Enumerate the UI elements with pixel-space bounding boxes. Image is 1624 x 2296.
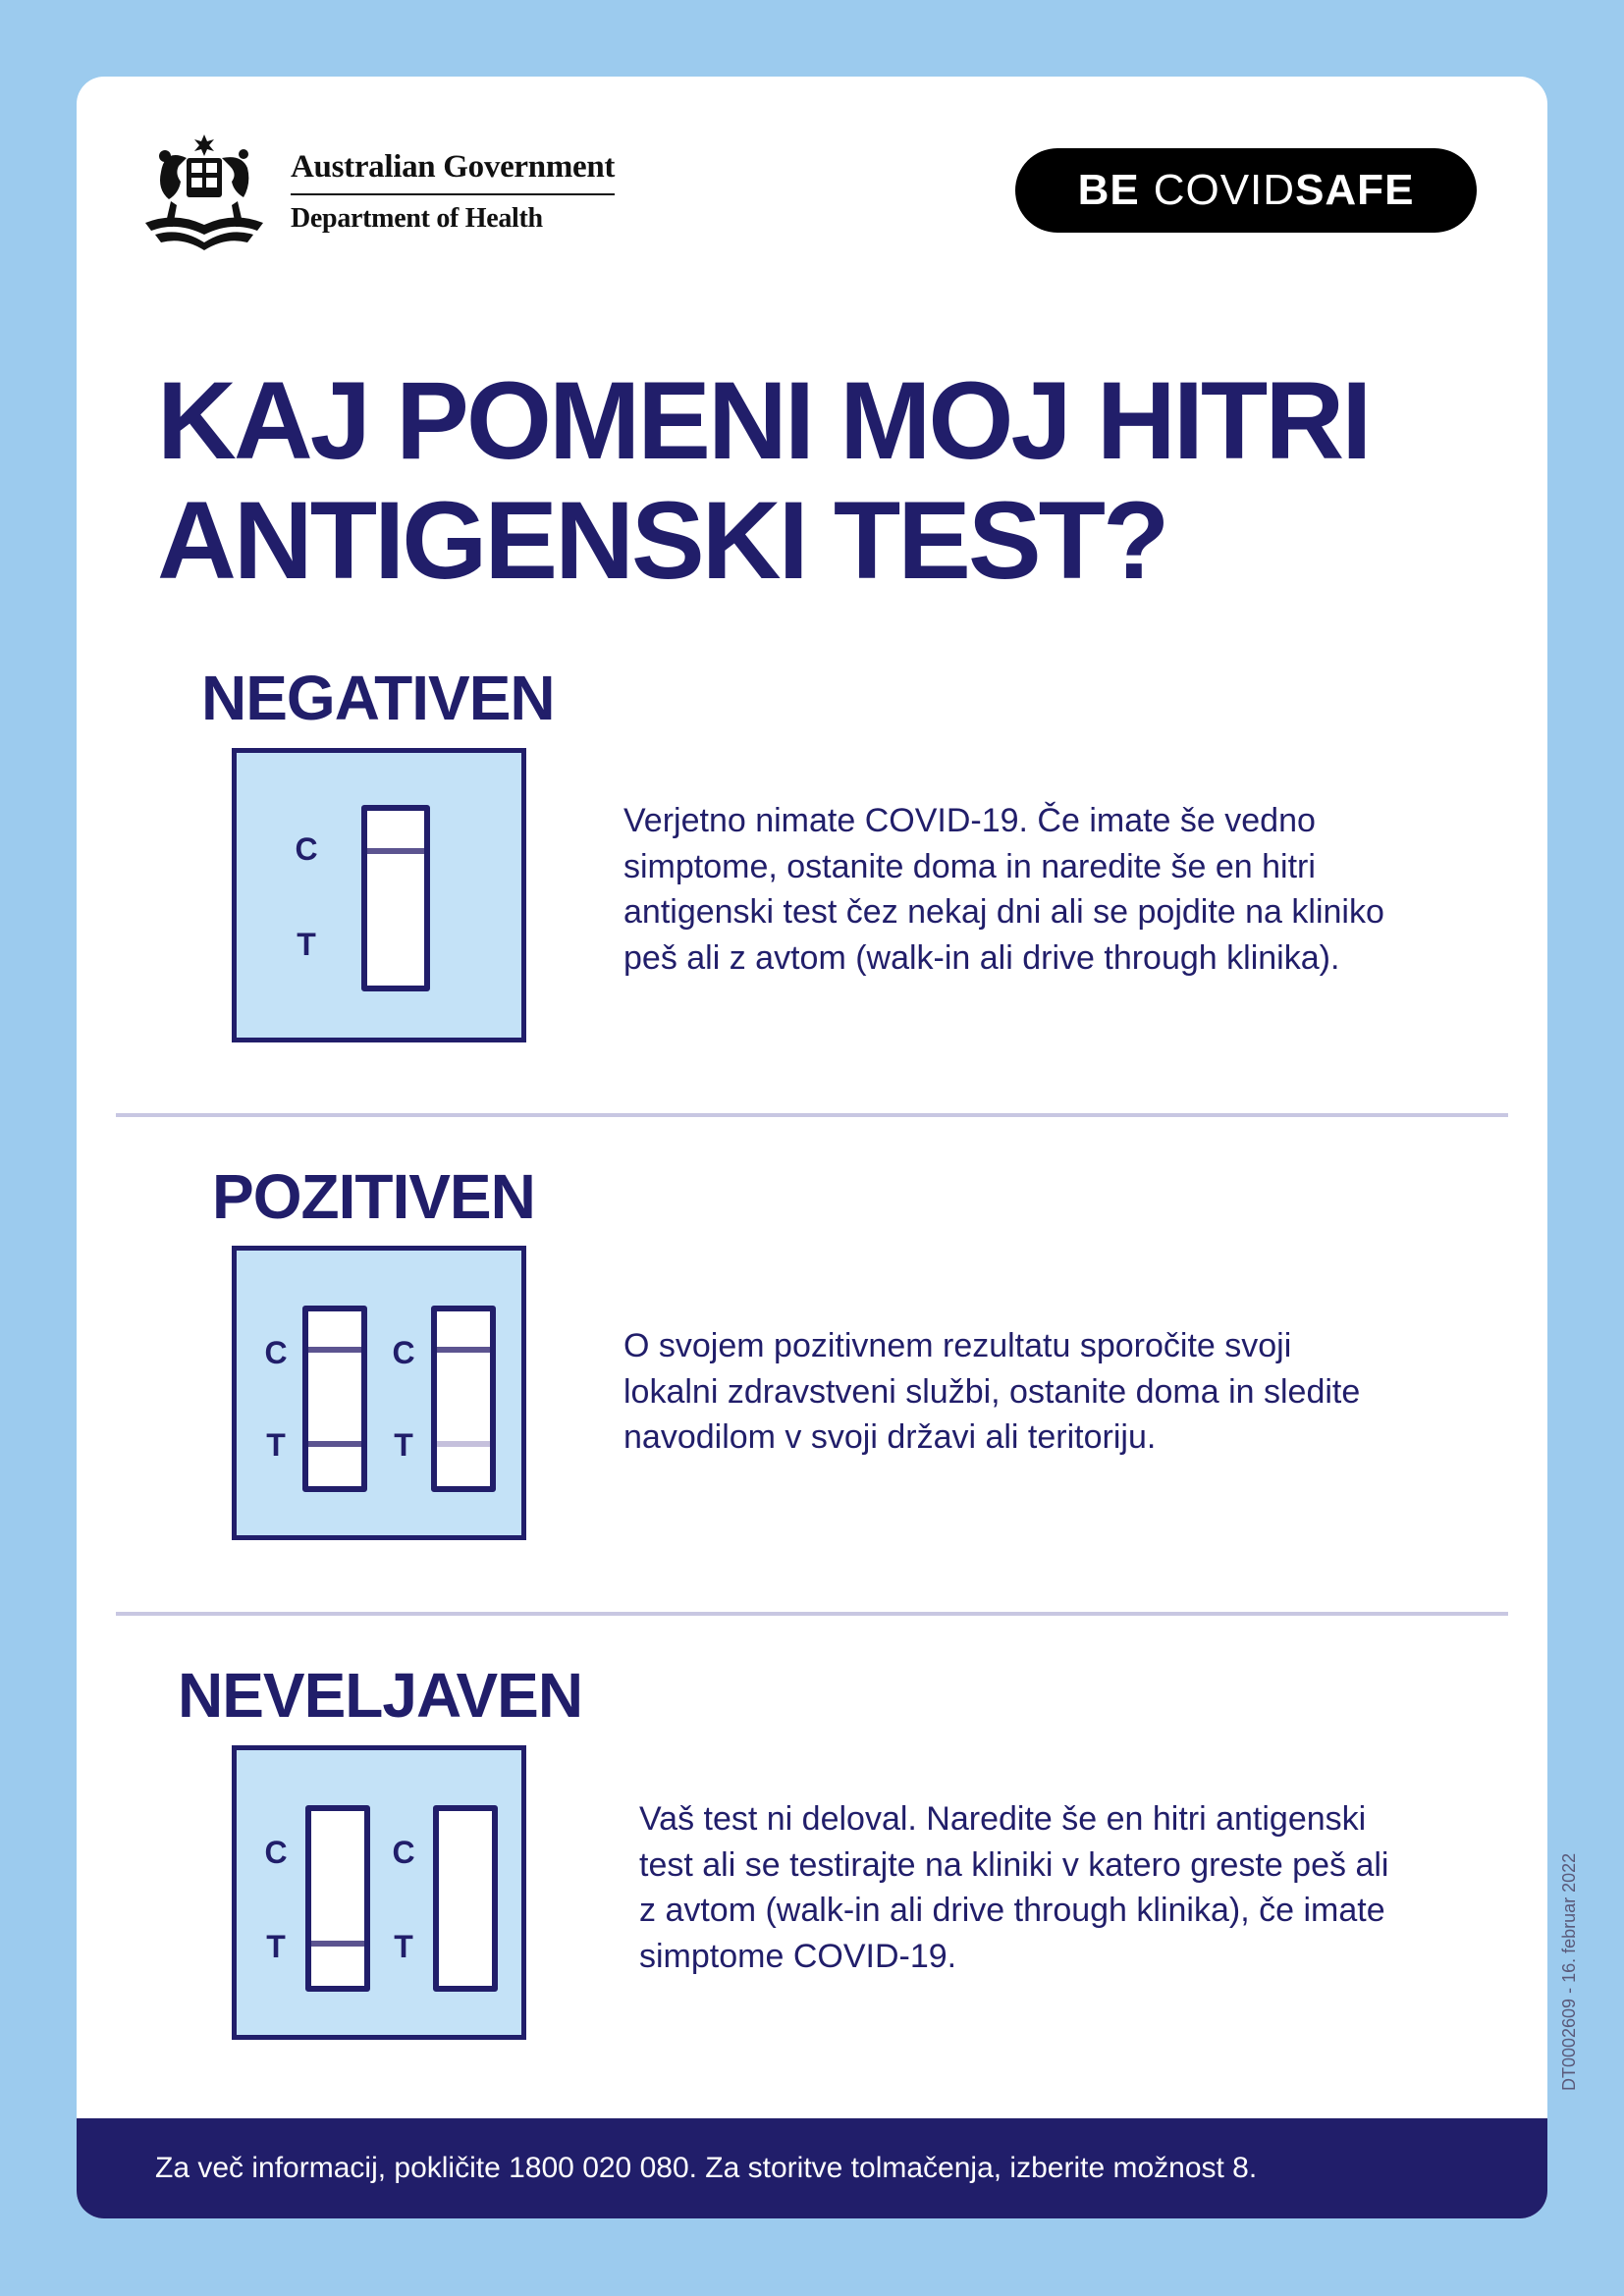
badge-part-covid: COVID	[1153, 166, 1296, 214]
government-name: Australian Government	[291, 149, 615, 195]
department-name: Department of Health	[291, 202, 543, 234]
poster-card	[77, 77, 1547, 2218]
test-line	[311, 1941, 364, 1947]
control-label: C	[392, 1335, 415, 1370]
invalid-description: Vaš test ni deloval. Naredite še en hitri antigenski test ali se testirajte na kliniki v katero greste peš ali z avtom (walk-in ali drive through klinika), če imate simptome COVID-19.	[639, 1800, 1389, 1975]
control-label: C	[295, 831, 318, 867]
test-label: T	[266, 1427, 286, 1463]
invalid-test-illustration	[232, 1745, 526, 2040]
control-line	[437, 1347, 490, 1353]
test-strip-no-lines	[433, 1805, 498, 1992]
control-label: C	[264, 1835, 288, 1870]
title-line-1: KAJ POMENI MOJ HITRI	[157, 359, 1370, 482]
page-title	[157, 361, 1532, 601]
test-strip-test-only	[305, 1805, 370, 1992]
document-code: DT0002609 - 16. februar 2022	[1559, 1852, 1579, 2091]
test-label: T	[266, 1929, 286, 1964]
be-covidsafe-badge	[1015, 148, 1477, 233]
footer-text: Za več informacij, pokličite 1800 020 080. Za storitve tolmačenja, izberite možnost 8.	[155, 2152, 1258, 2184]
invalid-heading: NEVELJAVEN	[178, 1660, 583, 1731]
control-label: C	[264, 1335, 288, 1370]
section-divider	[116, 1113, 1508, 1117]
test-label: T	[297, 927, 316, 962]
control-line	[367, 848, 424, 854]
negative-test-illustration	[232, 748, 526, 1042]
badge-part-be: BE	[1077, 166, 1140, 214]
test-label: T	[394, 1427, 413, 1463]
positive-heading: POZITIVEN	[212, 1161, 535, 1232]
positive-description: O svojem pozitivnem rezultatu sporočite svoji lokalni zdravstveni službi, ostanite doma in sledite navodilom v svoji državi ali teritoriju.	[623, 1327, 1361, 1456]
test-strip	[361, 805, 430, 991]
control-line	[308, 1347, 361, 1353]
faint-test-line	[437, 1441, 490, 1447]
test-strip-faint	[431, 1306, 496, 1492]
title-line-2: ANTIGENSKI TEST?	[157, 479, 1167, 602]
government-logo	[135, 128, 615, 255]
negative-heading: NEGATIVEN	[201, 663, 555, 733]
positive-test-illustration	[232, 1246, 526, 1540]
test-strip-strong	[302, 1306, 367, 1492]
section-divider	[116, 1612, 1508, 1616]
footer-bar	[77, 2118, 1547, 2218]
negative-description: Verjetno nimate COVID-19. Če imate še vedno simptome, ostanite doma in naredite še en hitri antigenski test čez nekaj dni ali se pojdite na kliniko peš ali z avtom (walk-in ali drive through klinika).	[623, 802, 1384, 977]
test-line	[308, 1441, 361, 1447]
test-label: T	[394, 1929, 413, 1964]
badge-part-safe: SAFE	[1295, 166, 1415, 214]
control-label: C	[392, 1835, 415, 1870]
coat-of-arms-icon	[135, 129, 273, 254]
